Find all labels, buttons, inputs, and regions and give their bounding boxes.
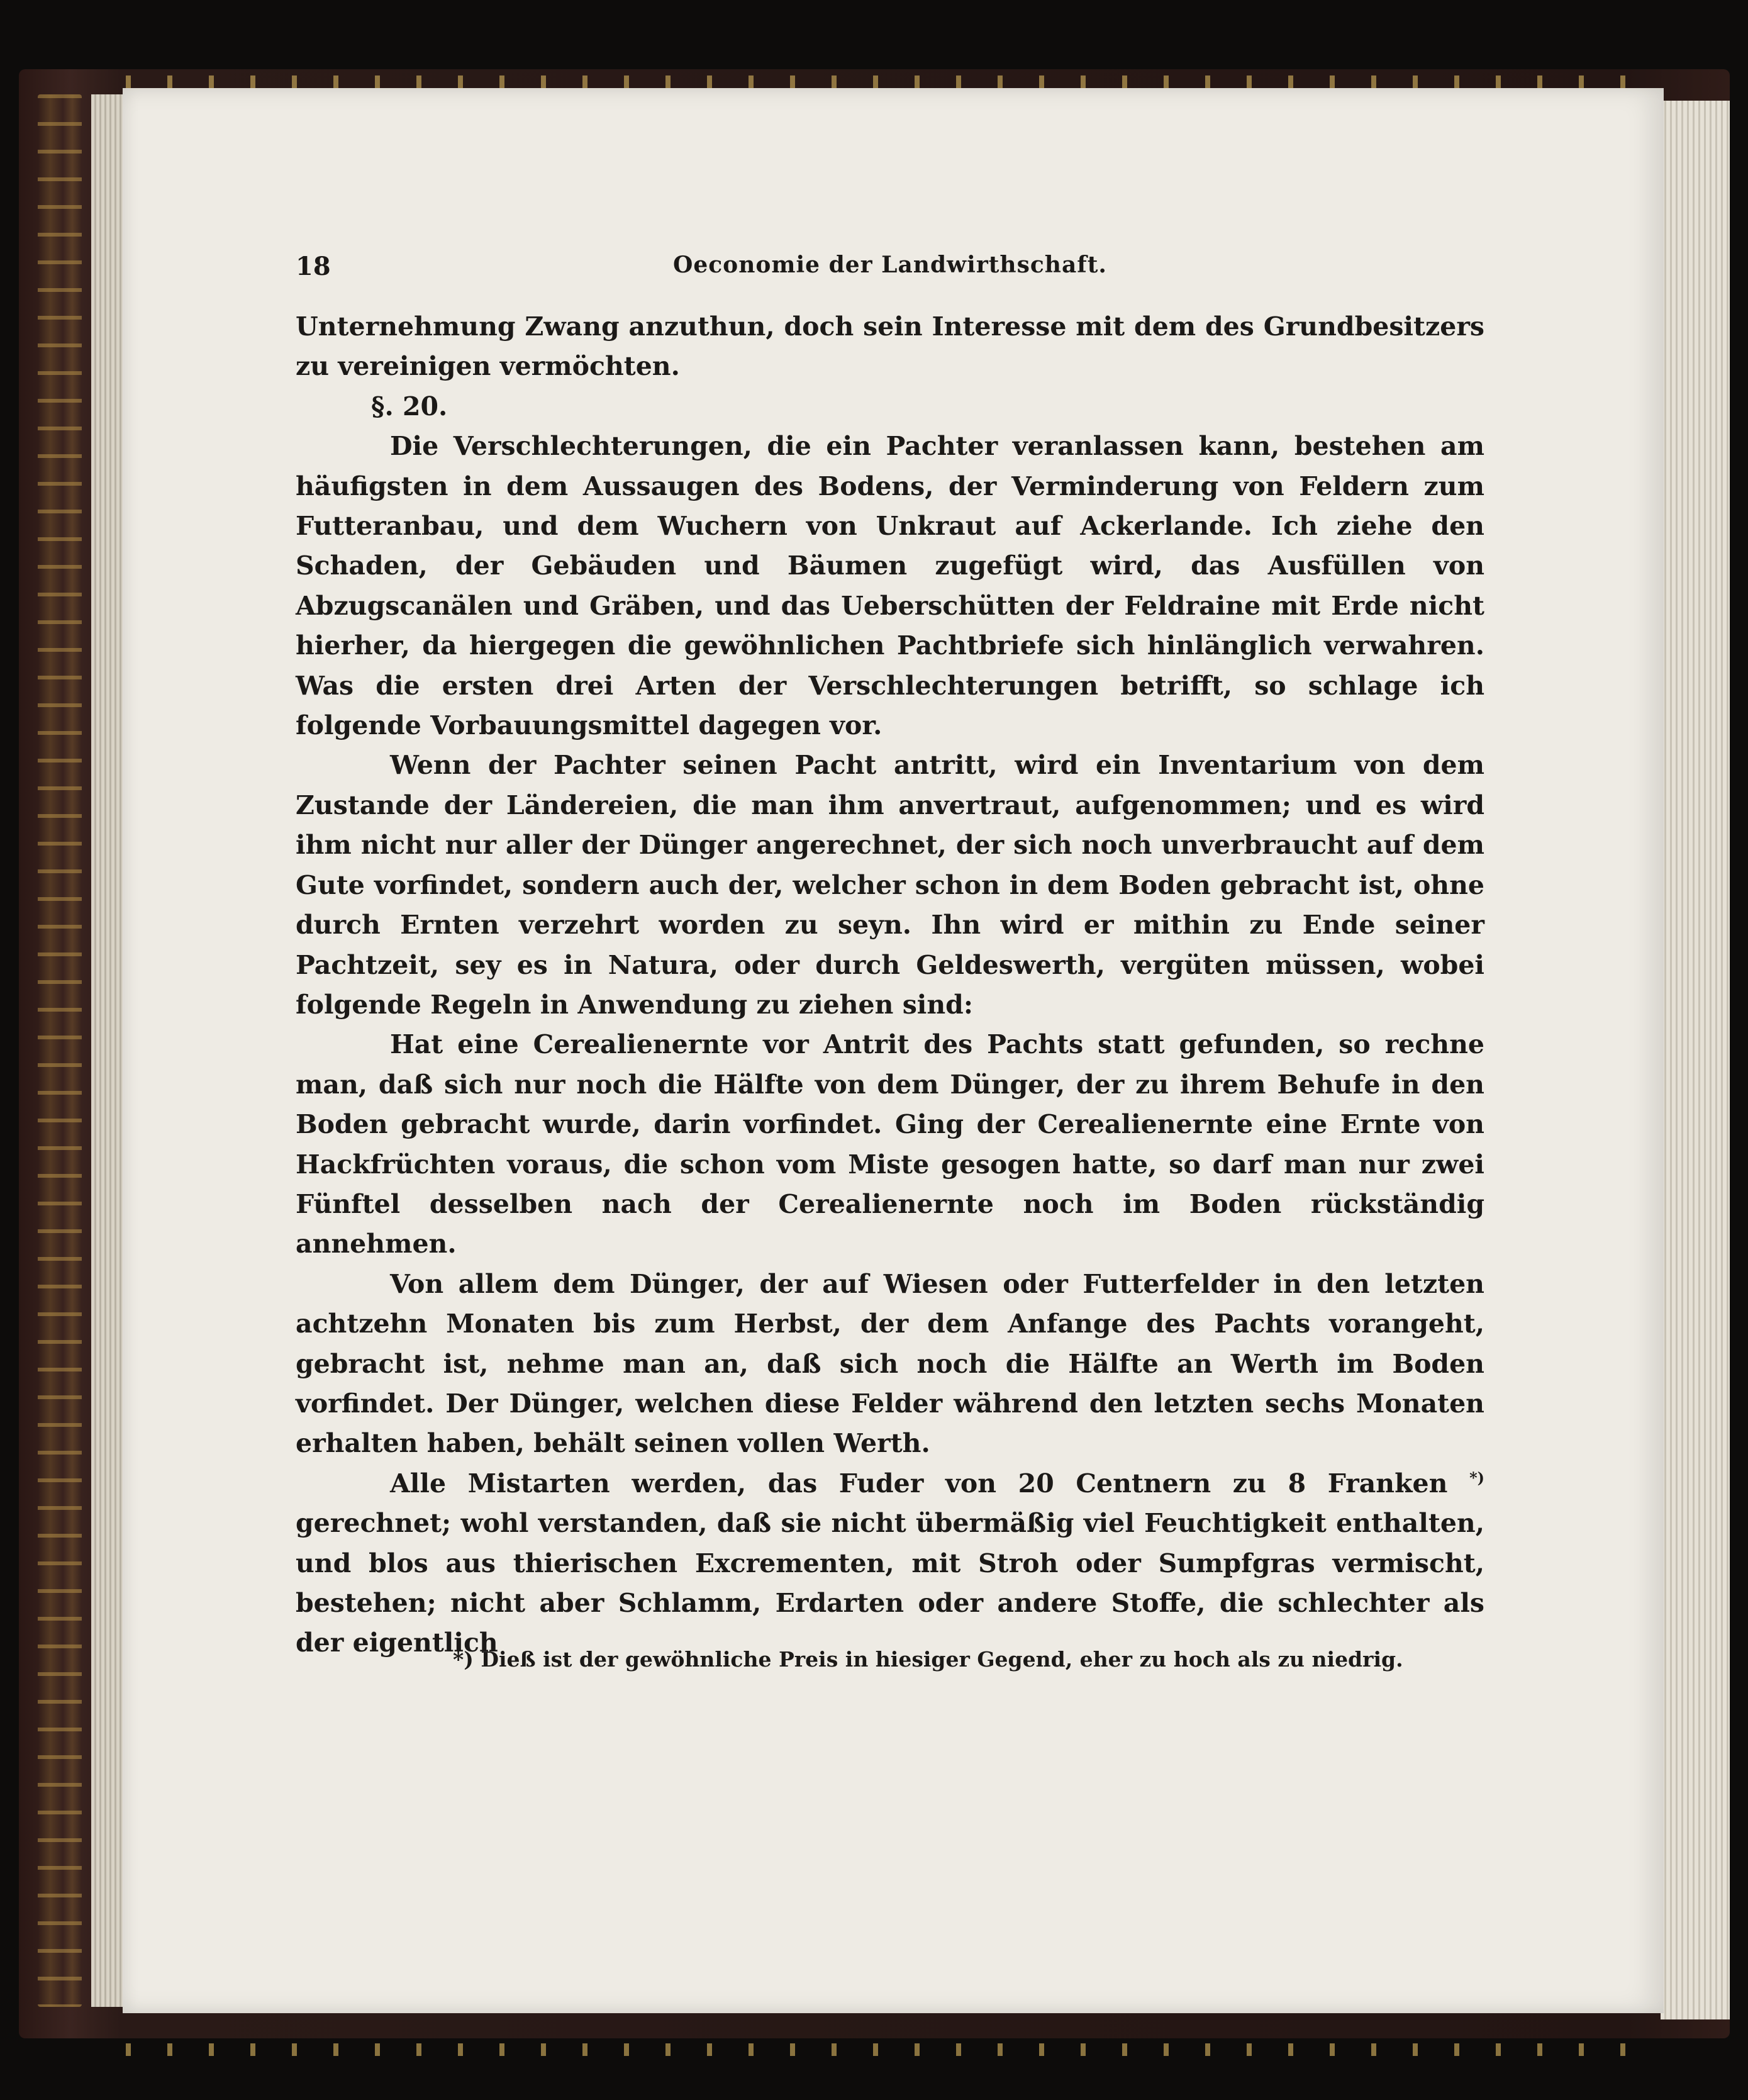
footnote: *) Dieß ist der gewöhnliche Preis in hiesiger Gegend, eher zu hoch als zu niedrig. — [453, 1647, 1403, 1672]
paragraph — [296, 1464, 1484, 1663]
paragraph-continuation: Unternehmung Zwang anzuthun, doch sein Interesse mit dem des Grundbesitzers zu vereinigen vermöchten. — [296, 311, 1484, 382]
page-header — [296, 252, 1484, 289]
running-head: Oeconomie der Landwirthschaft. — [673, 252, 1107, 278]
footnote-reference: *) — [1469, 1468, 1484, 1487]
paragraph: Von allem dem Dünger, der auf Wiesen oder Futterfelder in den letzten achtzehn Monaten bis zum Herbst, der dem Anfange des Pachts vorangeht, gebracht ist, nehme man an, daß sich noch die Hälfte an Werth im Boden vorfindet. Der Dünger, welchen diese Felder während den letzten sechs Monaten erhalten haben, behält seinen vollen Werth. — [296, 1268, 1484, 1459]
spine-gilt-ornament — [38, 94, 82, 2007]
right-page-edges — [1661, 101, 1730, 2019]
paragraph: Die Verschlechterungen, die ein Pachter veranlassen kann, bestehen am häufigsten in dem Aussaugen des Bodens, der Verminderung von Feldern zum Futteranbau, und dem Wuchern von Unkraut auf Ackerlande. Ich ziehe den Schaden, der Gebäuden und Bäumen zugefügt wird, das Ausfüllen von Abzugscanälen und Gräben, und das Ueberschütten der Feldraine mit Erde nicht hierher, da hiergegen die gewöhnlichen Pachtbriefe sich hinlänglich verwahren. Was die ersten drei Arten der Verschlechterungen betrifft, so schlage ich folgende Vorbauungsmittel dagegen vor. — [296, 431, 1484, 741]
paragraph-text: Alle Mistarten werden, das Fuder von 20 Centnern zu 8 Franken — [390, 1468, 1448, 1499]
paragraph-text: gerechnet; wohl verstanden, daß sie nicht übermäßig viel Feuchtigkeit enthalten, und blos aus thierischen Excrementen, mit Stroh oder Sumpfgras vermischt, bestehen; nicht aber Schlamm, Erdarten oder andere Stoffe, die schlechter als der eigentlich — [296, 1508, 1484, 1658]
paragraph: Wenn der Pachter seinen Pacht antritt, wird ein Inventarium von dem Zustande der Ländereien, die man ihm anvertraut, aufgenommen; und es wird ihm nicht nur aller der Dünger angerechnet, der sich noch unverbraucht auf dem Gute vorfindet, sondern auch der, welcher schon in dem Boden gebracht ist, ohne durch Ernten verzehrt worden zu seyn. Ihn wird er mithin zu Ende seiner Pachtzeit, sey es in Natura, oder durch Geldeswerth, vergüten müssen, wobei folgende Regeln in Anwendung zu ziehen sind: — [296, 750, 1484, 1020]
top-gilt-ornament — [126, 75, 1661, 88]
page-body — [296, 307, 1484, 1663]
section-heading: §. 20. — [371, 391, 448, 422]
paragraph: Hat eine Cerealienernte vor Antrit des Pachts statt gefunden, so rechne man, daß sich nur noch die Hälfte von dem Dünger, der zu ihrem Behufe in den Boden gebracht wurde, darin vorfindet. Ging der Cerealienernte eine Ernte von Hackfrüchten voraus, die schon vom Miste gesogen hatte, so darf man nur zwei Fünftel desselben nach der Cerealienernte noch im Boden rückständig annehmen. — [296, 1029, 1484, 1259]
bottom-gilt-ornament — [126, 2043, 1661, 2056]
page-number: 18 — [296, 252, 331, 281]
